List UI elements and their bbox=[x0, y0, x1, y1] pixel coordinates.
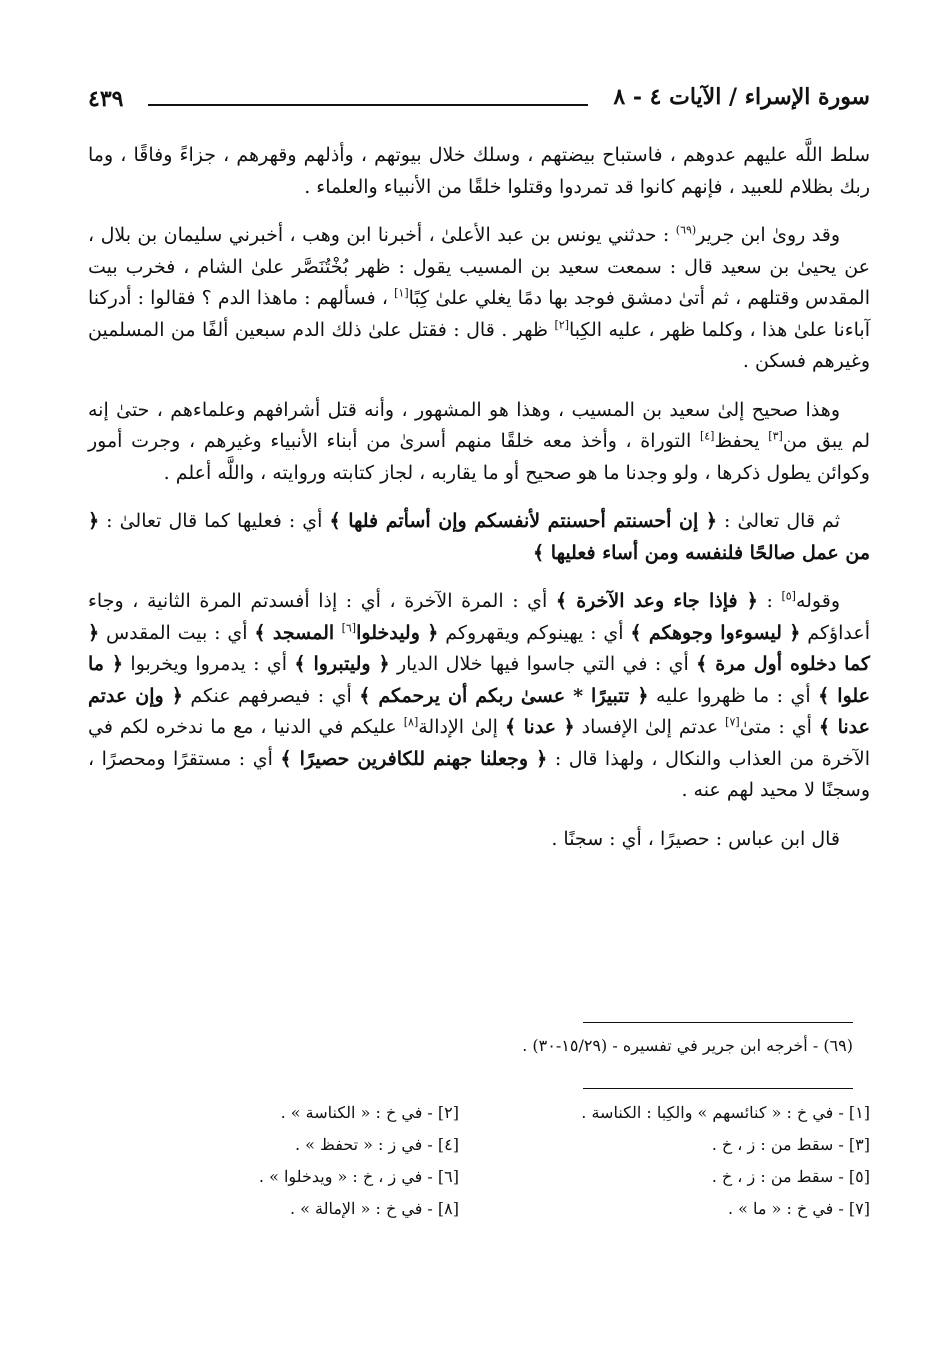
variant-note: [٧] - في خ : « ما » . bbox=[728, 1199, 870, 1218]
quran-verse: ﴿ وليتبروا ﴾ bbox=[294, 653, 390, 675]
variant-ref[interactable]: [١] bbox=[394, 286, 409, 300]
quran-verse: ﴿ وليدخلوا bbox=[356, 621, 439, 644]
variant-ref[interactable]: [٣] bbox=[768, 429, 783, 443]
variant-note: [٣] - سقط من : ز ، خ . bbox=[711, 1135, 870, 1154]
paragraph-text: وهذا صحيح إلىٰ سعيد بن المسيب ، وهذا هو المشهور ، وأنه قتل أشرافهم وعلماءهم ، حتىٰ إنه لم يبق من bbox=[88, 398, 870, 452]
variant-notes bbox=[88, 1100, 870, 1222]
paragraph-text: سلط اللَّه عليهم عدوهم ، فاستباح بيضتهم ، وسلك خلال بيوتهم ، وأذلهم وقهرهم ، جزاءً وفاقًا ، وما ربك بظلام للعبيد ، فإنهم كانوا قد تمردوا وقتلوا خلقًا من الأنبياء والعلماء . bbox=[88, 144, 870, 198]
paragraph bbox=[88, 506, 870, 569]
quran-verse: ﴿ تتبيرًا * عسىٰ ربكم أن يرحمكم ﴾ bbox=[359, 684, 649, 707]
paragraph-text: التوراة ، وأخذ معه خلقًا منهم أسرىٰ من أبناء الأنبياء وغيرهم ، وجرت أمور وكوائن يطول ذكرها ، ولو وجدنا ما هو صحيح أو ما يقاربه ، لجاز كتابته وروايته ، واللَّه أعلم . bbox=[88, 430, 870, 484]
quran-verse: ﴿ وإن عدتم عدنا ﴾ bbox=[88, 684, 870, 738]
paragraph-text: أي : متىٰ bbox=[739, 716, 819, 738]
variant-ref[interactable]: [٥] bbox=[781, 589, 796, 603]
main-text bbox=[88, 140, 870, 872]
variant-ref[interactable]: [٦] bbox=[341, 621, 357, 635]
variant-ref[interactable]: [٨] bbox=[403, 715, 419, 729]
paragraph bbox=[88, 140, 870, 203]
page-header bbox=[88, 80, 870, 120]
variant-ref[interactable]: [٢] bbox=[554, 318, 569, 332]
paragraph-text: ، فسألهم : ماهذا الدم ؟ فقالوا : أدركنا آباءنا علىٰ هذا ، وكلما ظهر ، عليه الكِبا bbox=[88, 287, 870, 341]
quran-verse: ﴿ إن أحسنتم أحسنتم لأنفسكم وإن أسأتم فلها ﴾ bbox=[329, 510, 718, 532]
paragraph-text: : bbox=[757, 590, 782, 612]
footnote-ref[interactable]: (٦٩) bbox=[675, 223, 697, 237]
variant-ref[interactable]: [٤] bbox=[699, 429, 715, 443]
quran-verse: ﴿ كما دخلوه أول مرة ﴾ bbox=[88, 621, 870, 675]
variant-note: [٨] - في خ : « الإمالة » . bbox=[289, 1199, 459, 1218]
paragraph-text: وقد روىٰ ابن جرير bbox=[696, 224, 840, 246]
paragraph bbox=[88, 220, 870, 378]
paragraph bbox=[88, 586, 870, 807]
quran-verse: ﴿ وجعلنا جهنم للكافرين حصيرًا ﴾ bbox=[280, 747, 548, 770]
quran-verse: ﴿ عدنا ﴾ bbox=[504, 716, 575, 738]
paragraph-text: أي : المرة الآخرة ، أي : إذا أفسدتم المرة الثانية ، وجاء أعداؤكم bbox=[88, 590, 870, 644]
quran-verse: ﴿ ليسوءوا وجوهكم ﴾ bbox=[630, 621, 801, 644]
paragraph-text: أي : فعليها كما قال تعالىٰ : bbox=[99, 510, 330, 532]
paragraph-text: أي : بيت المقدس bbox=[99, 621, 255, 644]
paragraph-text: أي : فيصرفهم عنكم bbox=[182, 684, 360, 707]
variants-divider bbox=[583, 1088, 853, 1089]
paragraph-text: أي : في التي جاسوا فيها خلال الديار bbox=[389, 653, 697, 675]
paragraph-text: عليكم في الدنيا ، مع ما ندخره لكم في الآخرة من العذاب والنكال ، ولهذا قال : bbox=[88, 716, 871, 770]
footnote-divider bbox=[583, 1022, 853, 1023]
quran-verse: ﴿ ما علوا ﴾ bbox=[88, 653, 871, 707]
paragraph-text: : حدثني يونس بن عبد الأعلىٰ ، أخبرنا ابن وهب ، أخبرني سليمان بن بلال ، عن يحيىٰ بن سعيد قال : سمعت سعيد بن المسيب يقول : ظهر بُخْتُنَصَّر علىٰ الشام ، فخرب بيت المقدس وقتلهم ، ثم أتىٰ دمشق فوجد بها دمًا يغلي علىٰ كِبًا bbox=[88, 224, 871, 309]
paragraph-text: أي : يدمروا ويخربوا bbox=[123, 653, 295, 675]
paragraph-text: ثم قال تعالىٰ : bbox=[717, 510, 840, 532]
paragraph-text: أي : مستقرًا ومحصرًا ، وسجنًا لا محيد لهم عنه . bbox=[88, 747, 870, 801]
paragraph-text: عدتم إلىٰ الإفساد bbox=[574, 716, 726, 738]
variant-ref[interactable]: [٧] bbox=[725, 715, 740, 729]
quran-verse: المسجد ﴾ bbox=[254, 621, 342, 644]
paragraph bbox=[88, 824, 870, 856]
quran-verse: ﴿ فإذا جاء وعد الآخرة ﴾ bbox=[555, 590, 758, 612]
variant-note: [٢] - في خ : « الكناسة » . bbox=[280, 1103, 459, 1122]
paragraph-text: وقوله bbox=[795, 590, 841, 612]
paragraph-text: يحفظ bbox=[714, 430, 769, 452]
paragraph-text: أي : ما ظهروا عليه bbox=[648, 684, 819, 707]
paragraph-text: إلىٰ الإدالة bbox=[418, 716, 505, 738]
paragraph-text: أي : يهينوكم ويقهروكم bbox=[438, 621, 631, 644]
footnote: (٦٩) - أخرجه ابن جرير في تفسيره - (١٥/٢٩-٣٠) . bbox=[522, 1036, 853, 1055]
variant-note: [٦] - في ز ، خ : « ويدخلوا » . bbox=[258, 1167, 459, 1186]
chapter-title: سورة الإسراء / الآيات ٤ - ٨ bbox=[613, 84, 870, 110]
variant-note: [١] - في خ : « كنائسهم » والكِبا : الكناسة . bbox=[581, 1103, 870, 1122]
variant-note: [٥] - سقط من : ز ، خ . bbox=[711, 1167, 870, 1186]
paragraph bbox=[88, 395, 870, 490]
header-rule bbox=[148, 104, 588, 106]
page-number: ٤٣٩ bbox=[88, 86, 124, 112]
paragraph-text: ظهر . قال : فقتل علىٰ ذلك الدم سبعين ألفًا من المسلمين وغيرهم فسكن . bbox=[88, 318, 870, 372]
paragraph-text: قال ابن عباس : حصيرًا ، أي : سجنًا . bbox=[551, 827, 840, 850]
quran-verse: ﴿ من عمل صالحًا فلنفسه ومن أساء فعليها ﴾ bbox=[88, 510, 870, 564]
variant-note: [٤] - في ز : « تحفظ » . bbox=[294, 1135, 459, 1154]
